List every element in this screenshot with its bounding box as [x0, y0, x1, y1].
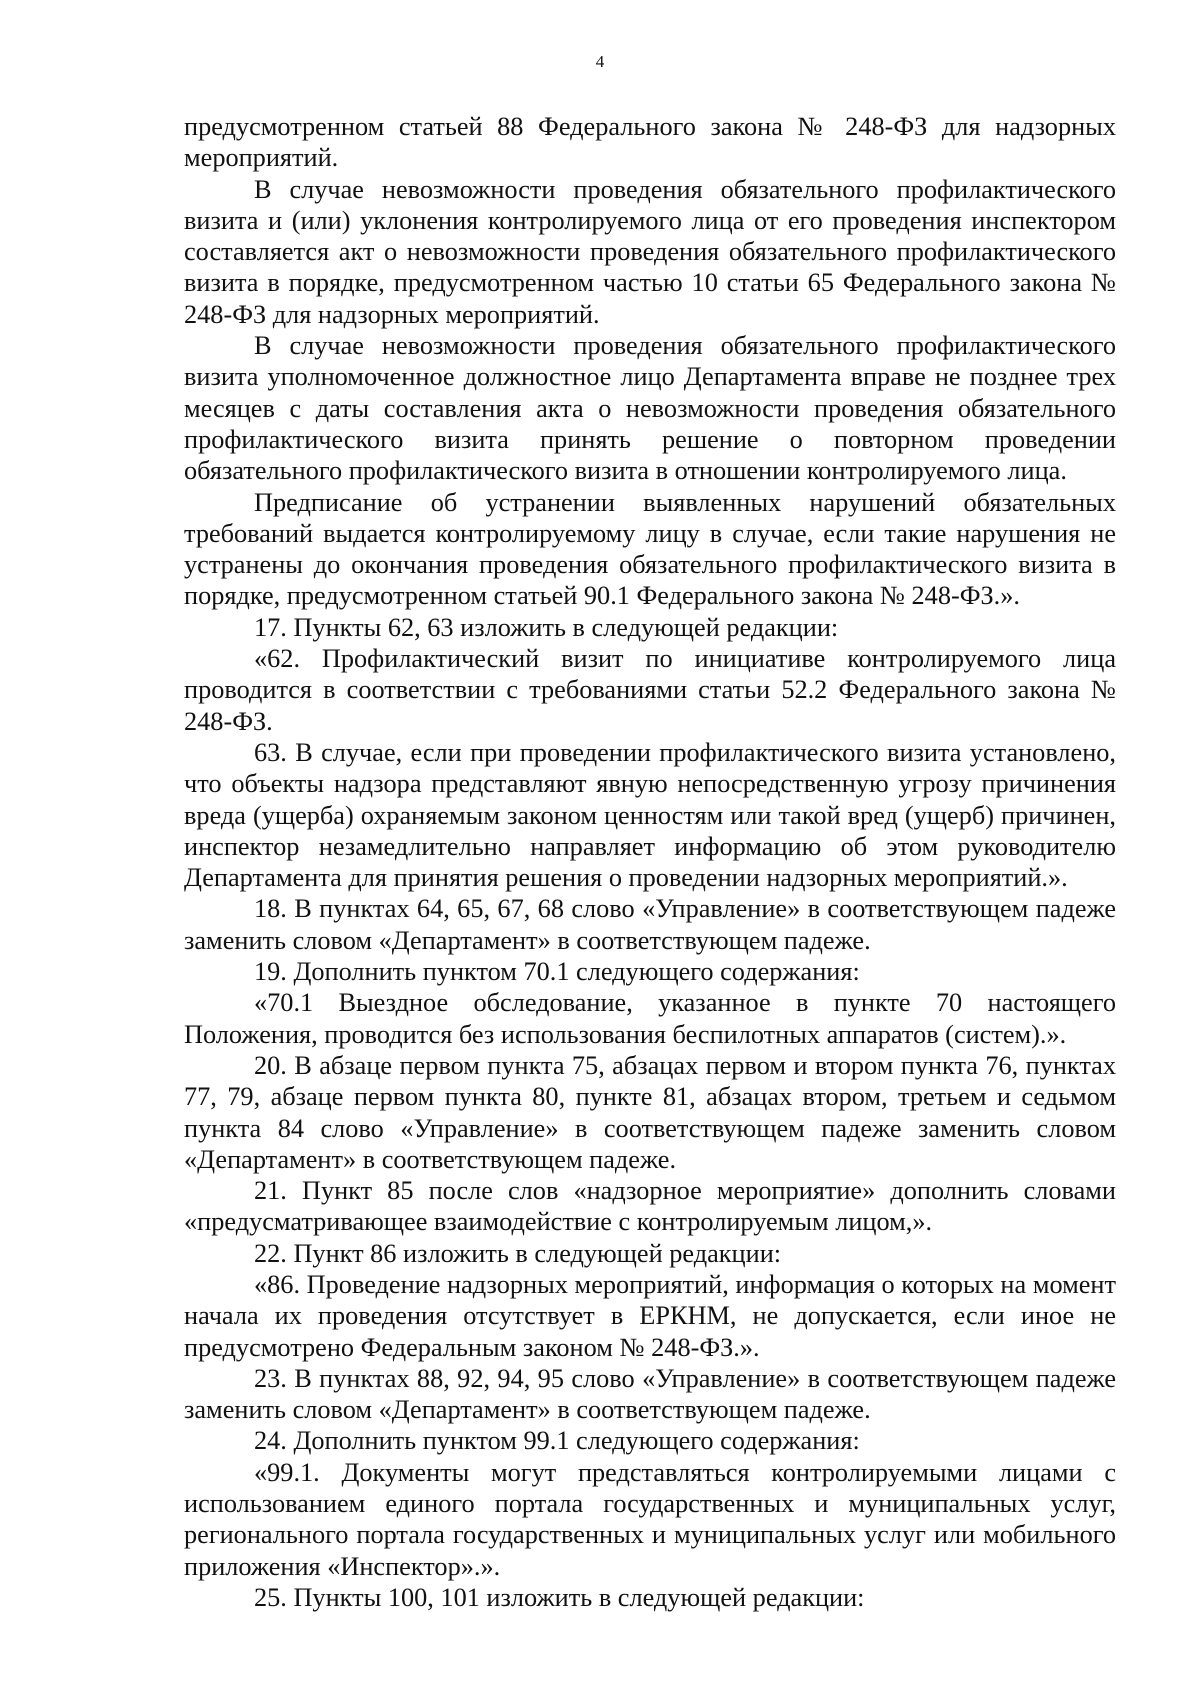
paragraph: В случае невозможности проведения обязательного профилактического визита уполномоченное должностное лицо Департамента вправе не позднее трех месяцев с даты составления акта о невозможности проведения обязательного профилактического визита принять решение о повторном проведении обязательного профилактического визита в отношении контролируемого лица. [184, 331, 1116, 486]
page-number: 4 [595, 52, 605, 71]
paragraph: предусмотренном статьей 88 Федерального закона № 248-ФЗ для надзорных мероприятий. [184, 112, 1116, 173]
document-body [184, 111, 1116, 1613]
paragraph: 21. Пункт 85 после слов «надзорное мероприятие» дополнить словами «предусматривающее взаимодействие с контролируемым лицом,». [184, 1176, 1116, 1237]
paragraph: 24. Дополнить пунктом 99.1 следующего содержания: [254, 1426, 860, 1456]
paragraph: «70.1 Выездное обследование, указанное в пункте 70 настоящего Положения, проводится без использования беспилотных аппаратов (систем).». [184, 988, 1116, 1049]
paragraph: 23. В пунктах 88, 92, 94, 95 слово «Управление» в соответствующем падеже заменить словом «Департамент» в соответствующем падеже. [184, 1363, 1116, 1425]
paragraph: «62. Профилактический визит по инициативе контролируемого лица проводится в соответствии с требованиями статьи 52.2 Федерального закона № 248-ФЗ. [184, 644, 1116, 736]
paragraph: 63. В случае, если при проведении профилактического визита установлено, что объекты надзора представляют явную непосредственную угрозу причинения вреда (ущерба) охраняемым законом ценностям или такой вред (ущерб) причинен, инспектор незамедлительно направляет информацию об этом руководителю Департамента для принятия решения о проведении надзорных мероприятий.». [184, 737, 1116, 893]
paragraph: В случае невозможности проведения обязательного профилактического визита и (или) уклонения контролируемого лица от его проведения инспектором составляется акт о невозможности проведения обязательного профилактического визита в порядке, предусмотренном частью 10 статьи 65 Федерального закона № 248-ФЗ для надзорных мероприятий. [184, 174, 1116, 329]
paragraph: Предписание об устранении выявленных нарушений обязательных требований выдается контролируемому лицу в случае, если такие нарушения не устранены до окончания проведения обязательного профилактического визита в порядке, предусмотренном статьей 90.1 Федерального закона № 248-ФЗ.». [184, 487, 1116, 611]
paragraph: 19. Дополнить пунктом 70.1 следующего содержания: [254, 957, 860, 987]
paragraph: 17. Пункты 62, 63 изложить в следующей редакции: [254, 612, 839, 642]
paragraph: «99.1. Документы могут представляться контролируемыми лицами с использованием единого портала государственных и муниципальных услуг, регионального портала государственных и муниципальных услуг или мобильного приложения «Инспектор».». [184, 1457, 1116, 1581]
paragraph: 25. Пункты 100, 101 изложить в следующей редакции: [254, 1582, 865, 1612]
paragraph: 18. В пунктах 64, 65, 67, 68 слово «Управление» в соответствующем падеже заменить словом «Департамент» в соответствующем падеже. [184, 894, 1116, 955]
paragraph: 22. Пункт 86 изложить в следующей редакции: [254, 1238, 782, 1268]
paragraph: «86. Проведение надзорных мероприятий, информация о которых на момент начала их проведения отсутствует в ЕРКНМ, не допускается, если иное не предусмотрено Федеральным законом № 248-ФЗ.». [184, 1269, 1116, 1362]
paragraph: 20. В абзаце первом пункта 75, абзацах первом и втором пункта 76, пунктах 77, 79, абзаце первом пункта 80, пункте 81, абзацах втором, третьем и седьмом пункта 84 слово «Управление» в соответствующем падеже заменить словом «Департамент» в соответствующем падеже. [184, 1050, 1116, 1174]
